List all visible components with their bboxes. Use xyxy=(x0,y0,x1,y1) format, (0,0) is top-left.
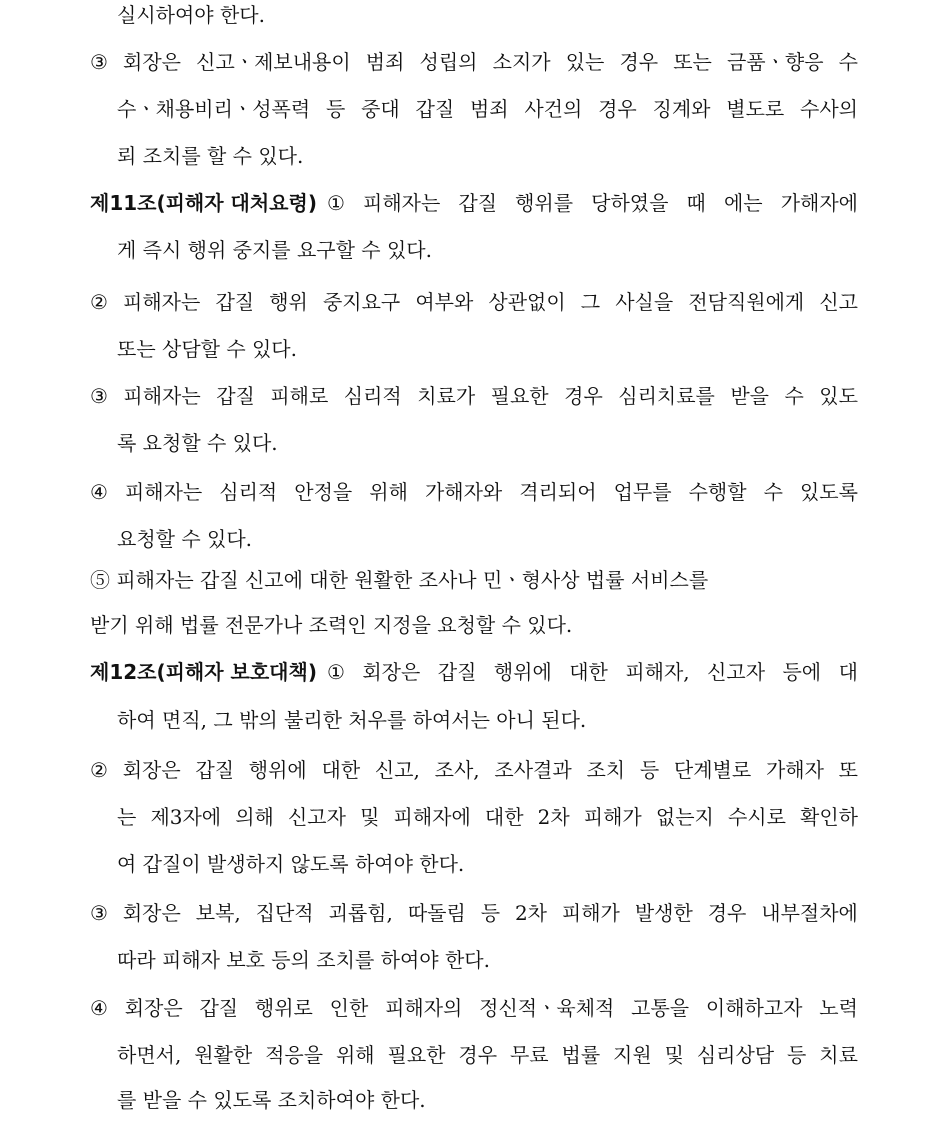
word: 2차 xyxy=(514,901,547,925)
word: 회장은 xyxy=(122,758,181,782)
word: 갑질 xyxy=(458,191,498,215)
word: 치료 xyxy=(819,1043,858,1067)
word: 업무를 xyxy=(613,480,672,504)
word: 회장은 xyxy=(362,660,421,684)
word: 피해가 xyxy=(561,901,620,925)
word: 대한 xyxy=(321,758,361,782)
word: 갑질 xyxy=(216,384,255,408)
line-text xyxy=(327,655,858,689)
word: 대 xyxy=(838,660,858,684)
word: 소지가 xyxy=(492,50,551,74)
word: 피해자, xyxy=(625,660,690,684)
word: 없는지 xyxy=(655,805,714,829)
word: 경우 xyxy=(458,1043,498,1067)
word: 갑질 xyxy=(199,996,239,1020)
word: 피해자는 xyxy=(123,290,201,314)
word: 때 xyxy=(686,191,706,215)
word: 피해로 xyxy=(270,384,329,408)
word: 행위를 xyxy=(515,191,574,215)
word: ② xyxy=(90,290,108,314)
word: 격리되어 xyxy=(519,480,597,504)
word: 전담직원에게 xyxy=(688,290,805,314)
word: 중지요구 xyxy=(322,290,401,314)
word: 및 xyxy=(360,805,380,829)
text-line xyxy=(0,991,950,1025)
word: 가해자에 xyxy=(780,191,858,215)
line-text: 하여 면직, 그 밖의 불리한 처우를 하여서는 아니 된다. xyxy=(117,708,587,732)
word: 등 xyxy=(639,758,660,782)
word: 확인하 xyxy=(800,805,858,829)
word: 신고 xyxy=(819,290,858,314)
word: 경우 xyxy=(598,97,637,121)
word: 원활한 xyxy=(194,1043,253,1067)
line-text: 여 갑질이 발생하지 않도록 하여야 한다. xyxy=(117,852,465,876)
word: 피해가 xyxy=(583,805,642,829)
word: 심리상담 xyxy=(696,1043,775,1067)
word: 의해 xyxy=(235,805,274,829)
word: 발생한 xyxy=(634,901,693,925)
text-line xyxy=(0,45,950,79)
word: 상관없이 xyxy=(488,290,566,314)
word: 조사결과 xyxy=(494,758,572,782)
word: 별도로 xyxy=(726,97,785,121)
word: 가해자와 xyxy=(424,480,503,504)
word: 정신적ㆍ육체적 xyxy=(479,996,615,1020)
word: 등 xyxy=(787,1043,807,1067)
word: 고통을 xyxy=(631,996,690,1020)
text-line xyxy=(0,563,950,597)
word: 및 xyxy=(664,1043,684,1067)
word: 회장은 xyxy=(123,50,182,74)
word: 회장은 xyxy=(124,996,183,1020)
text-line xyxy=(0,139,950,173)
word: 있도 xyxy=(819,384,858,408)
word: 받을 xyxy=(730,384,769,408)
word: 있도록 xyxy=(799,480,858,504)
word: 여부와 xyxy=(415,290,474,314)
word: 피해자는 xyxy=(123,384,201,408)
word: 등 xyxy=(325,97,346,121)
word: 신고자 xyxy=(287,805,346,829)
word: 그 xyxy=(580,290,601,314)
text-line xyxy=(0,475,950,509)
word: 행위로 xyxy=(254,996,313,1020)
word: 수행할 xyxy=(688,480,747,504)
word: 피해자는 xyxy=(363,191,441,215)
word: ① xyxy=(326,660,345,684)
word: 범죄 xyxy=(469,97,509,121)
word: 있는 xyxy=(565,50,605,74)
word: 심리치료를 xyxy=(618,384,715,408)
text-line xyxy=(0,522,950,556)
word: 괴롭힘, xyxy=(328,901,393,925)
text-line xyxy=(0,285,950,319)
word: 수 xyxy=(838,50,858,74)
word: 신고, xyxy=(374,758,420,782)
word: 지원 xyxy=(613,1043,652,1067)
text-line xyxy=(0,426,950,460)
word: 행위에 xyxy=(493,660,552,684)
text-line xyxy=(0,800,950,834)
word: 안정을 xyxy=(294,480,353,504)
word: 갑질 xyxy=(437,660,477,684)
word: 범죄 xyxy=(365,50,405,74)
word: 법률 xyxy=(561,1043,601,1067)
word: ② xyxy=(90,758,108,782)
word: 적응을 xyxy=(265,1043,324,1067)
word: ③ xyxy=(90,901,108,925)
word: 중대 xyxy=(361,97,400,121)
word: 이해하고자 xyxy=(705,996,803,1020)
text-line xyxy=(0,1083,950,1117)
text-line xyxy=(0,379,950,413)
line-text: ⑤ 피해자는 갑질 신고에 대한 원활한 조사나 민ㆍ형사상 법률 서비스를 xyxy=(90,568,709,592)
word: 조사, xyxy=(434,758,480,782)
word: 금품ㆍ향응 xyxy=(726,50,824,74)
text-line xyxy=(0,655,950,689)
article-heading: 제12조(피해자 보호대책) xyxy=(90,660,317,684)
word: 인한 xyxy=(329,996,369,1020)
word: 행위 xyxy=(269,290,308,314)
word: 2차 xyxy=(537,805,570,829)
word: 사실을 xyxy=(615,290,674,314)
word: ③ xyxy=(90,50,108,74)
text-line xyxy=(0,92,950,126)
word: 수사의 xyxy=(800,97,858,121)
text-line xyxy=(0,1038,950,1072)
word: 당하였을 xyxy=(591,191,669,215)
word: 조치 xyxy=(586,758,626,782)
word: 는 xyxy=(117,805,137,829)
word: 대한 xyxy=(484,805,524,829)
line-text: 게 즉시 행위 중지를 요구할 수 있다. xyxy=(117,238,432,262)
word: 수시로 xyxy=(727,805,786,829)
text-line xyxy=(0,703,950,737)
word: 등에 xyxy=(782,660,822,684)
text-line xyxy=(0,847,950,881)
word: 사건의 xyxy=(524,97,583,121)
word: 수 xyxy=(784,384,804,408)
line-text: 따라 피해자 보호 등의 조치를 하여야 한다. xyxy=(117,948,490,972)
word: 피해자의 xyxy=(385,996,463,1020)
word: 경우 xyxy=(707,901,747,925)
line-text: 또는 상담할 수 있다. xyxy=(117,337,297,361)
word: 경우 xyxy=(619,50,659,74)
word: ④ xyxy=(90,996,108,1020)
word: 갑질 xyxy=(215,290,255,314)
word: 단계별로 xyxy=(673,758,752,782)
line-text: 실시하여야 한다. xyxy=(117,3,265,27)
text-line xyxy=(0,186,950,220)
word: 가해자 xyxy=(765,758,824,782)
word: 하면서, xyxy=(117,1043,182,1067)
word: 필요한 xyxy=(490,384,549,408)
word: 갑질 xyxy=(415,97,455,121)
word: ④ xyxy=(90,480,108,504)
line-text xyxy=(327,186,858,220)
word: 집단적 xyxy=(255,901,314,925)
word: 치료가 xyxy=(417,384,476,408)
line-text: 뢰 조치를 할 수 있다. xyxy=(117,144,304,168)
word: 신고ㆍ제보내용이 xyxy=(196,50,351,74)
text-line xyxy=(0,233,950,267)
word: 경우 xyxy=(564,384,603,408)
word: 등 xyxy=(480,901,501,925)
word: 보복, xyxy=(195,901,241,925)
line-text: 요청할 수 있다. xyxy=(117,527,252,551)
text-line xyxy=(0,753,950,787)
word: 또 xyxy=(838,758,858,782)
word: 위해 xyxy=(369,480,408,504)
text-line xyxy=(0,0,950,32)
line-text: 받기 위해 법률 전문가나 조력인 지정을 요청할 수 있다. xyxy=(90,613,573,637)
word: 내부절차에 xyxy=(761,901,858,925)
word: 대한 xyxy=(569,660,608,684)
word: 무료 xyxy=(509,1043,549,1067)
word: ① xyxy=(326,191,345,215)
word: 피해자는 xyxy=(124,480,203,504)
line-text: 록 요청할 수 있다. xyxy=(117,431,278,455)
word: 필요한 xyxy=(387,1043,446,1067)
word: 따돌림 xyxy=(407,901,466,925)
word: 성립의 xyxy=(419,50,478,74)
word: 갑질 xyxy=(195,758,235,782)
word: 피해자에 xyxy=(393,805,471,829)
word: 위해 xyxy=(335,1043,375,1067)
text-line xyxy=(0,608,950,642)
text-line xyxy=(0,332,950,366)
word: 제3자에 xyxy=(150,805,222,829)
word: 심리적 xyxy=(343,384,402,408)
word: 심리적 xyxy=(219,480,278,504)
word: 징계와 xyxy=(652,97,711,121)
word: ③ xyxy=(90,384,108,408)
article-heading: 제11조(피해자 대처요령) xyxy=(90,191,317,215)
word: 수ㆍ채용비리ㆍ성폭력 xyxy=(117,97,311,121)
line-text: 를 받을 수 있도록 조치하여야 한다. xyxy=(117,1088,426,1112)
word: 또는 xyxy=(673,50,712,74)
word: 에는 xyxy=(723,191,763,215)
word: 노력 xyxy=(819,996,858,1020)
word: 회장은 xyxy=(122,901,181,925)
word: 행위에 xyxy=(248,758,307,782)
word: 수 xyxy=(763,480,783,504)
text-line xyxy=(0,896,950,930)
text-line xyxy=(0,943,950,977)
word: 신고자 xyxy=(707,660,766,684)
